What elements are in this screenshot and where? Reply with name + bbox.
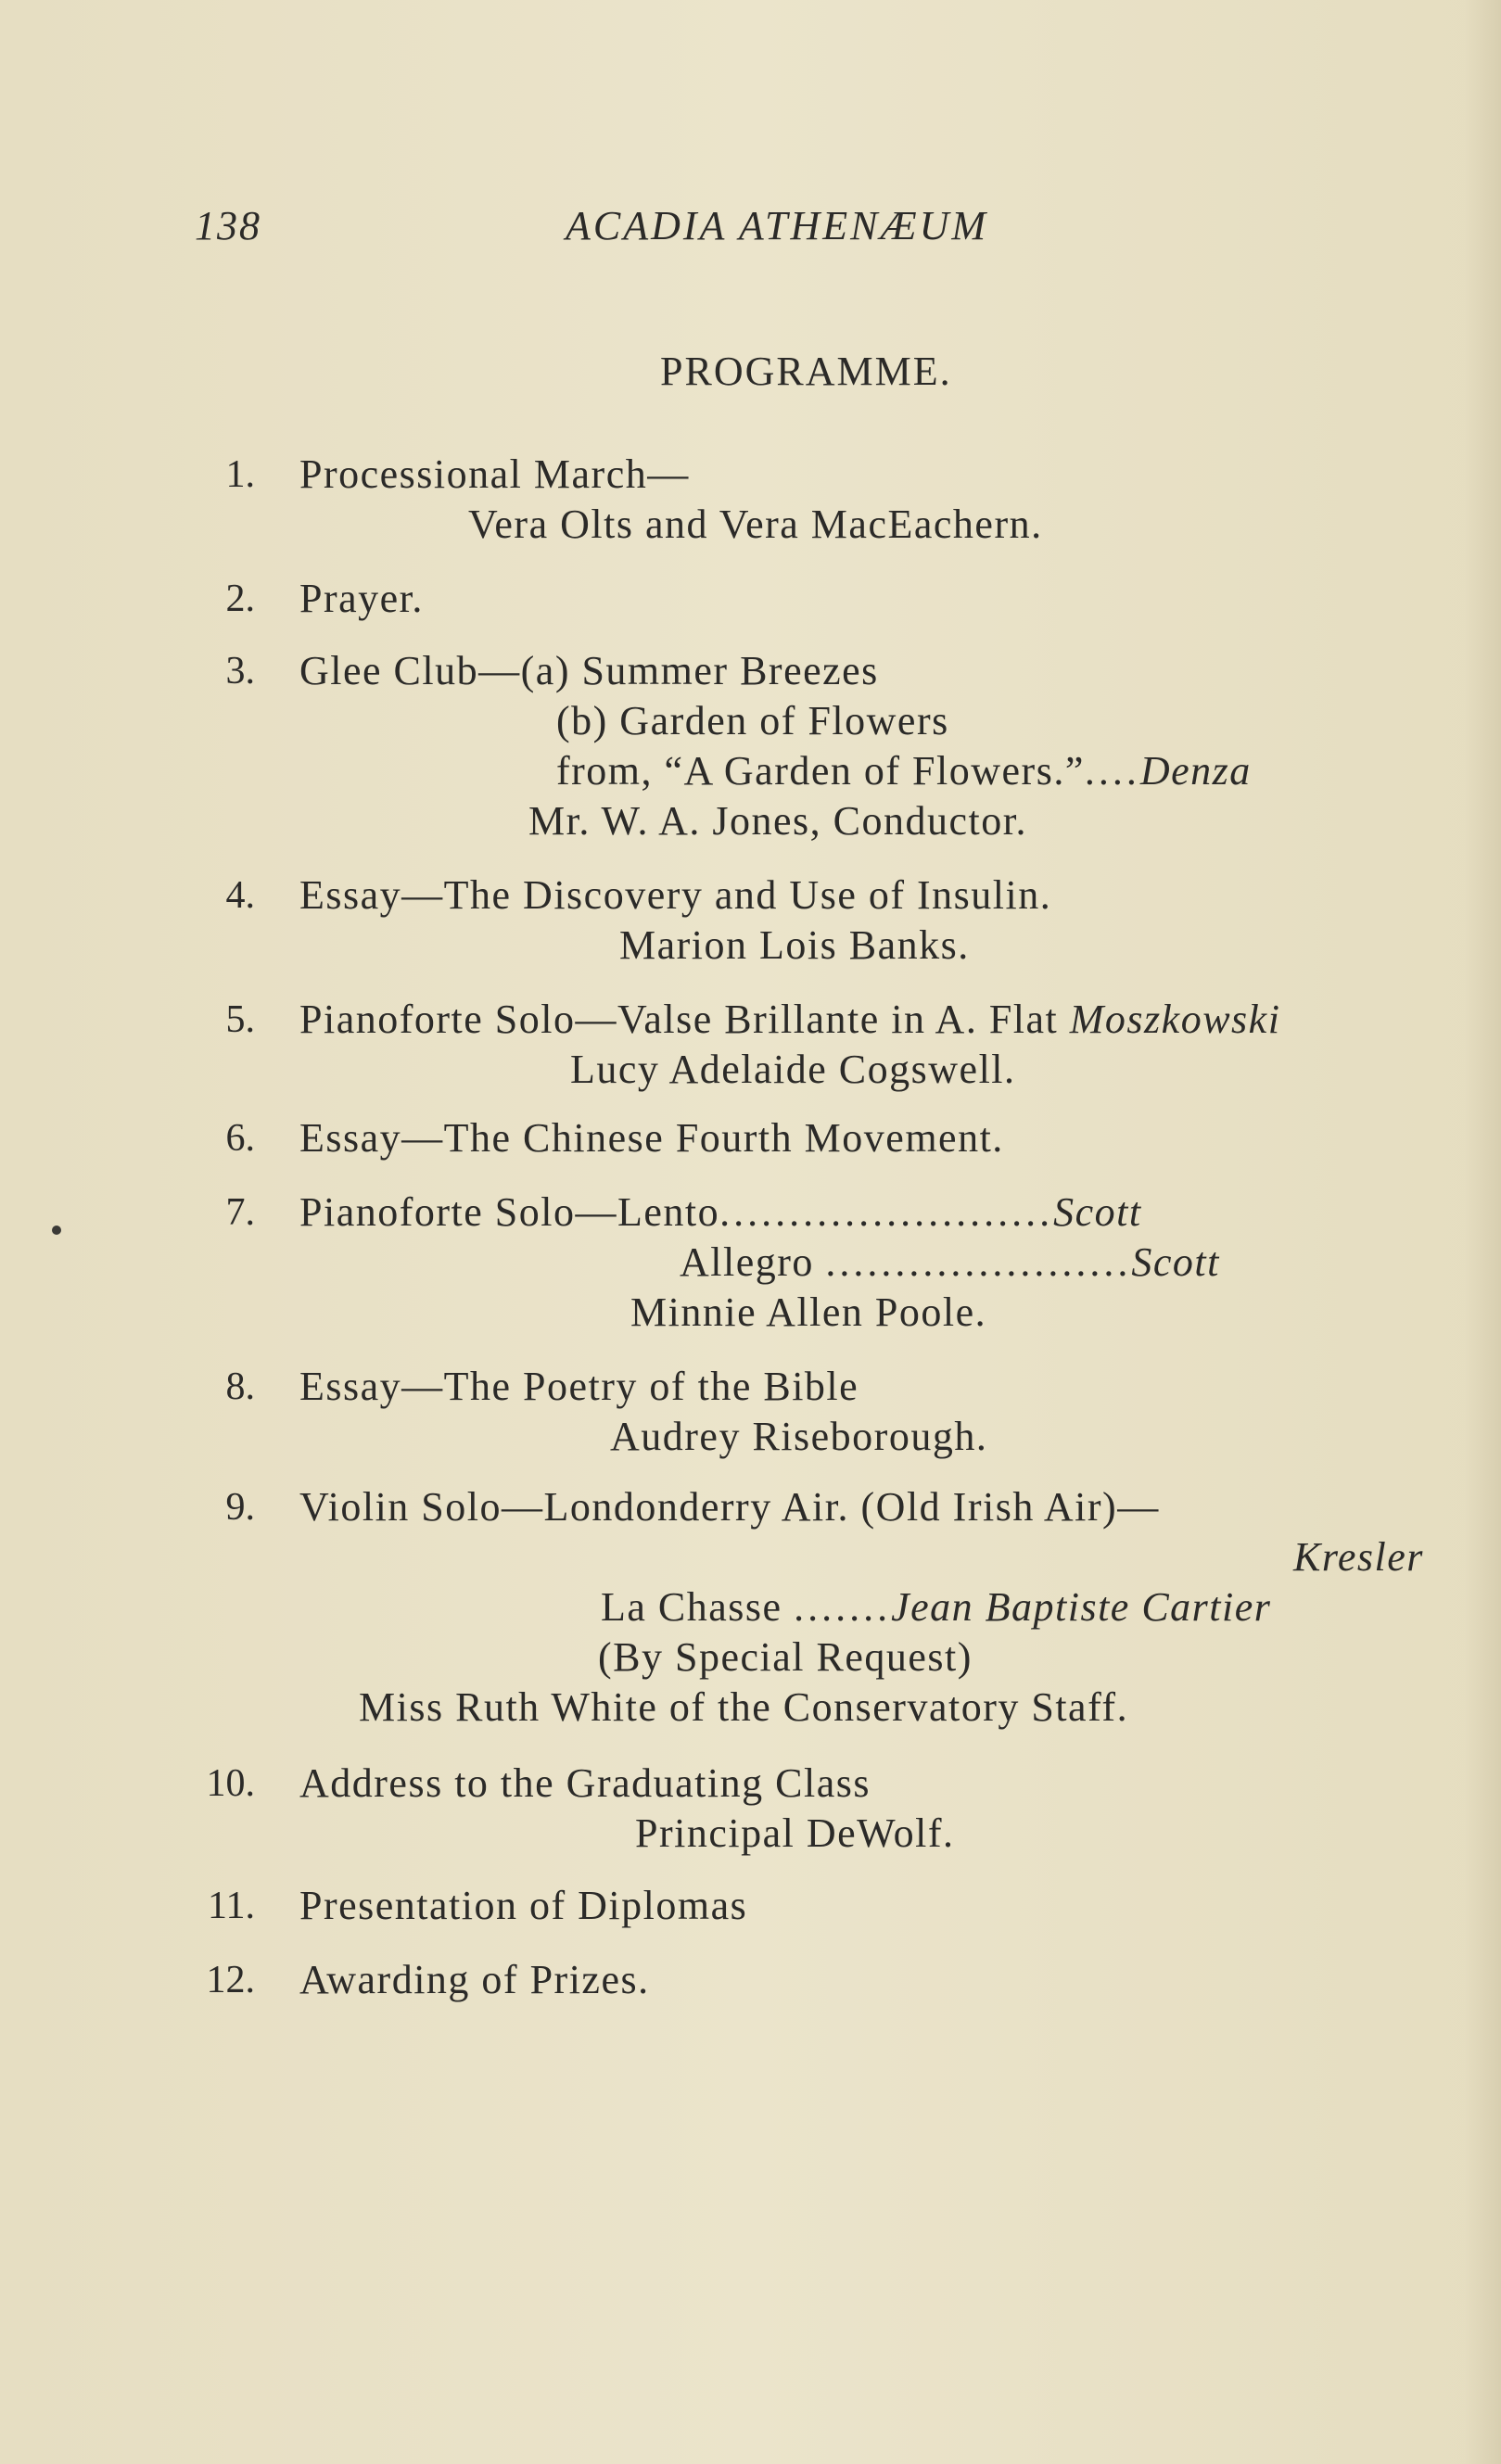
composer-name: Scott [1053,1189,1142,1235]
item-text: Prayer. [299,576,424,621]
item-text-with-composer [680,1238,1220,1287]
item-number: 9. [225,1486,255,1529]
item-number: 11. [208,1885,255,1927]
item-text-with-composer [299,1188,1142,1237]
composer-name: Kresler [1293,1534,1424,1580]
item-text-with-composer [299,996,1280,1044]
item-text: Processional March— [299,451,690,497]
item-performer: Minnie Allen Poole. [630,1289,987,1335]
item-number: 1. [225,453,255,496]
item-number: 2. [225,578,255,620]
item-text: Essay—The Discovery and Use of Insulin. [299,872,1052,918]
leader-dots: ........................ [719,1189,1054,1235]
item-text-with-composer [601,1583,1271,1632]
leader-dots: .... [1084,748,1140,794]
item-performer: Mr. W. A. Jones, Conductor. [528,798,1027,844]
item-text: Address to the Graduating Class [299,1760,871,1806]
item-text: from, “A Garden of Flowers.” [556,748,1085,794]
item-performer: Audrey Riseborough. [610,1414,988,1459]
page-edge-shadow [1464,0,1501,2464]
item-number: 4. [225,874,255,917]
item-text: La Chasse [601,1584,782,1630]
item-number: 7. [225,1191,255,1234]
item-number: 12. [206,1959,255,2001]
item-number: 5. [225,998,255,1041]
page-number: 138 [195,203,261,248]
item-text: Essay—The Chinese Fourth Movement. [299,1115,1004,1161]
page-header [0,202,1501,258]
item-performer: Lucy Adelaide Cogswell. [570,1047,1016,1092]
item-text: Awarding of Prizes. [299,1957,650,2002]
composer-name: Jean Baptiste Cartier [891,1584,1272,1630]
item-number: 10. [206,1762,255,1805]
composer-name: Scott [1131,1239,1220,1285]
item-performer: Principal DeWolf. [635,1810,955,1856]
leader-dots: ....... [794,1584,892,1630]
item-text: Violin Solo—Londonderry Air. (Old Irish Air)— [299,1484,1160,1530]
item-text-with-composer [556,747,1252,795]
item-text: Pianoforte Solo—Lento [299,1189,720,1235]
item-text: Glee Club—(a) Summer Breezes [299,648,879,693]
ink-speck [52,1226,61,1235]
item-performer: Marion Lois Banks. [619,922,970,968]
item-number: 3. [225,650,255,692]
item-number: 8. [225,1365,255,1408]
item-text: Pianoforte Solo—Valse Brillante in A. Flat [299,997,1059,1042]
running-head: ACADIA ATHENÆUM [566,203,989,248]
composer-name: Moszkowski [1069,997,1281,1042]
composer-name: Denza [1139,748,1252,794]
leader-dots: ...................... [825,1239,1132,1285]
item-text: Essay—The Poetry of the Bible [299,1364,859,1409]
item-performer: Miss Ruth White of the Conservatory Staff. [359,1684,1129,1730]
item-number: 6. [225,1117,255,1160]
item-text: (By Special Request) [598,1634,973,1680]
item-text: Allegro [680,1239,814,1285]
item-text: Presentation of Diplomas [299,1883,748,1928]
programme-title: PROGRAMME. [660,349,952,394]
item-performer: Vera Olts and Vera MacEachern. [468,502,1043,547]
item-text: (b) Garden of Flowers [556,698,949,743]
